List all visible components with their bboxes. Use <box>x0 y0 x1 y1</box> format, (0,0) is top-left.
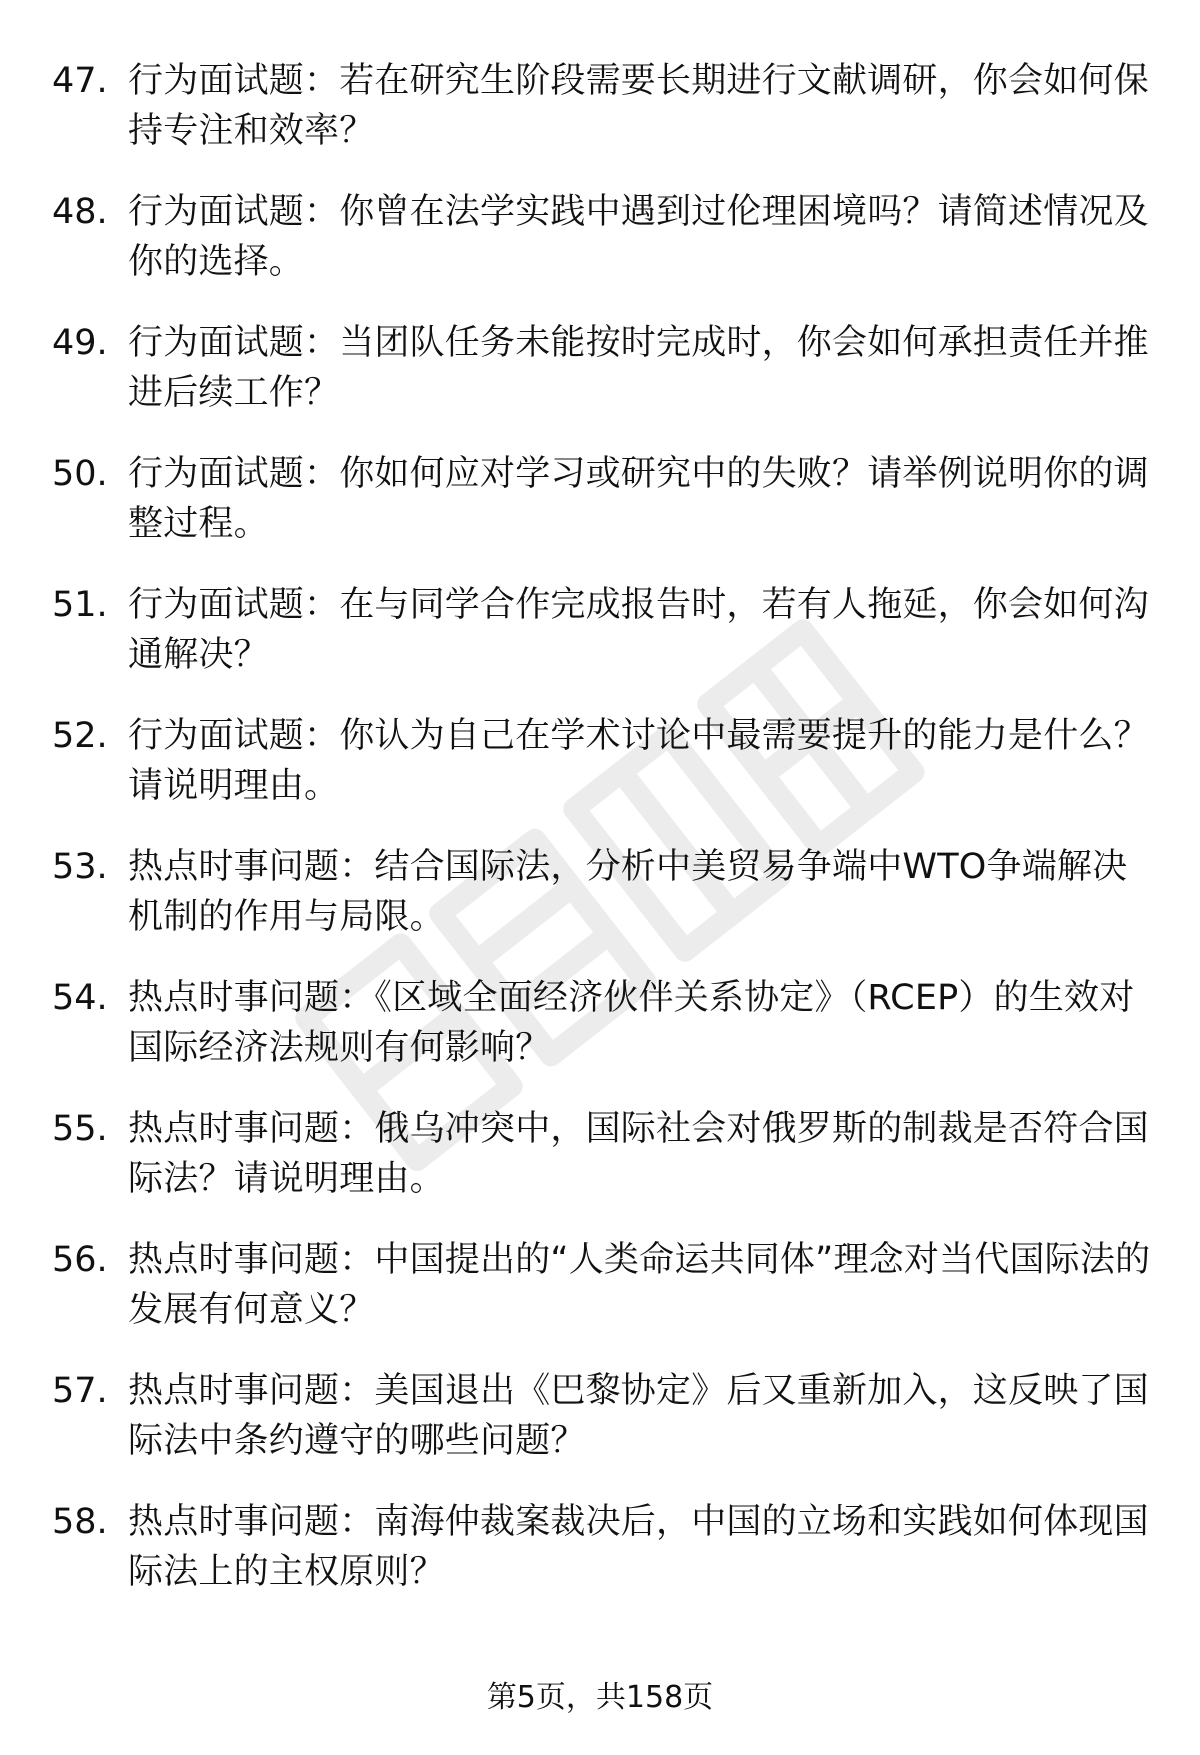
question-text: 热点时事问题：《区域全面经济伙伴关系协定》（RCEP）的生效对国际经济法规则有何影响？ <box>128 978 1135 1068</box>
list-item <box>52 711 1162 842</box>
question-number: 53. <box>52 847 108 887</box>
question-text: 热点时事问题：美国退出《巴黎协定》后又重新加入，这反映了国际法中条约遵守的哪些问题？ <box>128 1371 1149 1461</box>
question-number: 51. <box>52 585 108 625</box>
question-text: 行为面试题：若在研究生阶段需要长期进行文献调研，你会如何保持专注和效率？ <box>128 61 1149 151</box>
question-number: 47. <box>52 61 108 101</box>
question-number: 48. <box>52 192 108 232</box>
list-item <box>52 1497 1162 1628</box>
question-text: 热点时事问题：南海仲裁案裁决后，中国的立场和实践如何体现国际法上的主权原则？ <box>128 1502 1149 1592</box>
question-list <box>52 56 1162 1628</box>
question-number: 50. <box>52 454 108 494</box>
question-number: 54. <box>52 978 108 1018</box>
question-number: 55. <box>52 1109 108 1149</box>
list-item <box>52 1235 1162 1366</box>
list-item <box>52 187 1162 318</box>
question-text: 行为面试题：你认为自己在学术讨论中最需要提升的能力是什么？请说明理由。 <box>128 716 1149 806</box>
list-item <box>52 449 1162 580</box>
question-text: 行为面试题：当团队任务未能按时完成时，你会如何承担责任并推进后续工作？ <box>128 323 1149 413</box>
question-number: 57. <box>52 1371 108 1411</box>
list-item <box>52 1104 1162 1235</box>
question-text: 热点时事问题：结合国际法，分析中美贸易争端中WTO争端解决机制的作用与局限。 <box>128 847 1128 937</box>
page-footer: 第5页，共158页 <box>486 1680 714 1715</box>
list-item <box>52 1366 1162 1497</box>
question-text: 热点时事问题：俄乌冲突中，国际社会对俄罗斯的制裁是否符合国际法？请说明理由。 <box>128 1109 1149 1199</box>
question-text: 热点时事问题：中国提出的“人类命运共同体”理念对当代国际法的发展有何意义？ <box>128 1240 1151 1330</box>
list-item <box>52 56 1162 187</box>
question-number: 52. <box>52 716 108 756</box>
question-text: 行为面试题：在与同学合作完成报告时，若有人拖延，你会如何沟通解决？ <box>128 585 1149 675</box>
question-text: 行为面试题：你曾在法学实践中遇到过伦理困境吗？请简述情况及你的选择。 <box>128 192 1149 282</box>
list-item <box>52 318 1162 449</box>
question-number: 56. <box>52 1240 108 1280</box>
list-item <box>52 973 1162 1104</box>
question-number: 58. <box>52 1502 108 1542</box>
list-item <box>52 580 1162 711</box>
question-text: 行为面试题：你如何应对学习或研究中的失败？请举例说明你的调整过程。 <box>128 454 1149 544</box>
question-number: 49. <box>52 323 108 363</box>
list-item <box>52 842 1162 973</box>
